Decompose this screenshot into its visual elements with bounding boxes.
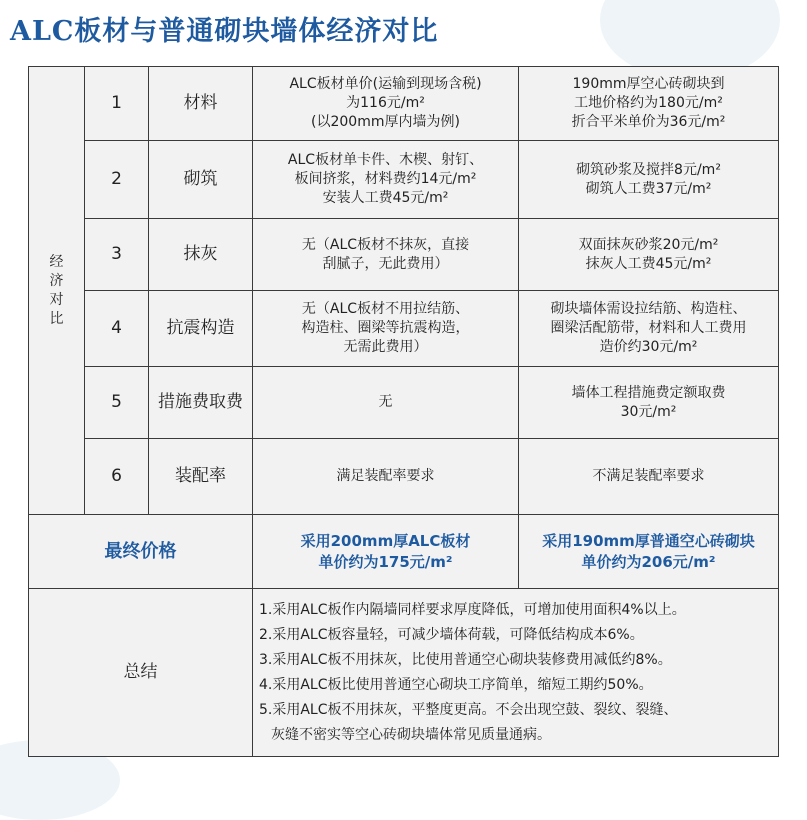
alc-line: 为116元/m² [346,95,425,111]
group-label-char: 对 [49,291,64,308]
summary-label: 总结 [29,589,253,757]
alc-cell [253,141,519,219]
block-line: 抹灰人工费45元/m² [585,255,712,272]
alc-line: 无需此费用） [343,339,428,355]
alc-cell [253,67,519,141]
final-block-line: 单价约为206元/m² [581,552,716,571]
block-line: 造价约30元/m² [599,339,698,355]
page-title: ALC板材与普通砌块墙体经济对比 [10,16,439,47]
table-row [29,141,779,219]
row-number: 6 [85,439,149,515]
row-number: 5 [85,367,149,439]
row-item: 抗震构造 [149,291,253,367]
block-line: 190mm厚空心砖砌块到 [572,76,725,92]
row-item: 措施费取费 [149,367,253,439]
final-alc-line: 单价约为175元/m² [318,552,453,571]
final-block-line: 采用190mm厚普通空心砖砌块 [542,531,755,550]
table-row [29,439,779,515]
group-label-char: 比 [49,310,64,327]
alc-cell [253,439,519,515]
alc-line: 无 [378,394,393,410]
row-item: 装配率 [149,439,253,515]
block-cell [519,439,779,515]
block-cell [519,367,779,439]
block-line: 砌块墙体需设拉结筋、构造柱、 [550,301,747,317]
row-item: 砌筑 [149,141,253,219]
summary-row [29,589,779,757]
row-number: 2 [85,141,149,219]
table-row [29,367,779,439]
block-line: 墙体工程措施费定额取费 [571,384,726,401]
block-line: 折合平米单价为36元/m² [571,114,726,130]
alc-line: ALC板材单价(运输到现场含税) [289,76,482,92]
block-cell [519,219,779,291]
block-line: 30元/m² [620,403,677,420]
summary-line: 灰缝不密实等空心砖砌块墙体常见质量通病。 [271,726,551,743]
row-item: 抹灰 [149,219,253,291]
summary-line: 4.采用ALC板比使用普通空心砌块工序简单，缩短工期约50%。 [259,676,653,693]
summary-content [253,589,779,757]
row-number: 3 [85,219,149,291]
row-item: 材料 [149,67,253,141]
table-row [29,291,779,367]
final-price-alc [253,515,519,589]
alc-cell [253,367,519,439]
block-line: 圈梁活配筋带，材料和人工费用 [550,320,747,336]
summary-line: 1.采用ALC板作内隔墙同样要求厚度降低，可增加使用面积4%以上。 [259,601,686,618]
summary-line: 2.采用ALC板容量轻，可减少墙体荷载，可降低结构成本6%。 [259,626,644,643]
block-line: 工地价格约为180元/m² [574,95,723,111]
block-cell [519,291,779,367]
block-line: 双面抹灰砂浆20元/m² [578,236,719,253]
block-cell [519,141,779,219]
alc-cell [253,291,519,367]
group-label-char: 济 [49,272,64,289]
alc-line: 无（ALC板材不抹灰，直接 [301,236,470,253]
table-row [29,219,779,291]
alc-line: 刮腻子，无此费用） [322,255,449,272]
block-line: 砌筑砂浆及搅拌8元/m² [576,161,721,178]
table-row [29,67,779,141]
alc-cell [253,219,519,291]
group-label-cell [29,67,85,515]
block-line: 砌筑人工费37元/m² [585,180,712,197]
alc-line: 板间挤浆，材料费约14元/m² [294,171,477,187]
final-price-label: 最终价格 [29,515,253,589]
alc-line: 无（ALC板材不用拉结筋、 [301,301,470,317]
alc-line: 满足装配率要求 [336,468,435,484]
group-label-char: 经 [49,253,64,270]
final-price-block [519,515,779,589]
comparison-table [28,66,779,757]
row-number: 1 [85,67,149,141]
alc-line: ALC板材单卡件、木楔、射钉、 [287,152,484,168]
block-line: 不满足装配率要求 [592,468,705,484]
summary-line: 5.采用ALC板不用抹灰，平整度更高。不会出现空鼓、裂纹、裂缝、 [259,701,678,718]
summary-line: 3.采用ALC板不用抹灰，比使用普通空心砌块装修费用减低约8%。 [259,651,672,668]
row-number: 4 [85,291,149,367]
alc-line: (以200mm厚内墙为例) [311,114,460,130]
final-price-row [29,515,779,589]
block-cell [519,67,779,141]
final-alc-line: 采用200mm厚ALC板材 [300,531,471,550]
alc-line: 安装人工费45元/m² [322,190,449,206]
alc-line: 构造柱、圈梁等抗震构造， [301,320,470,336]
